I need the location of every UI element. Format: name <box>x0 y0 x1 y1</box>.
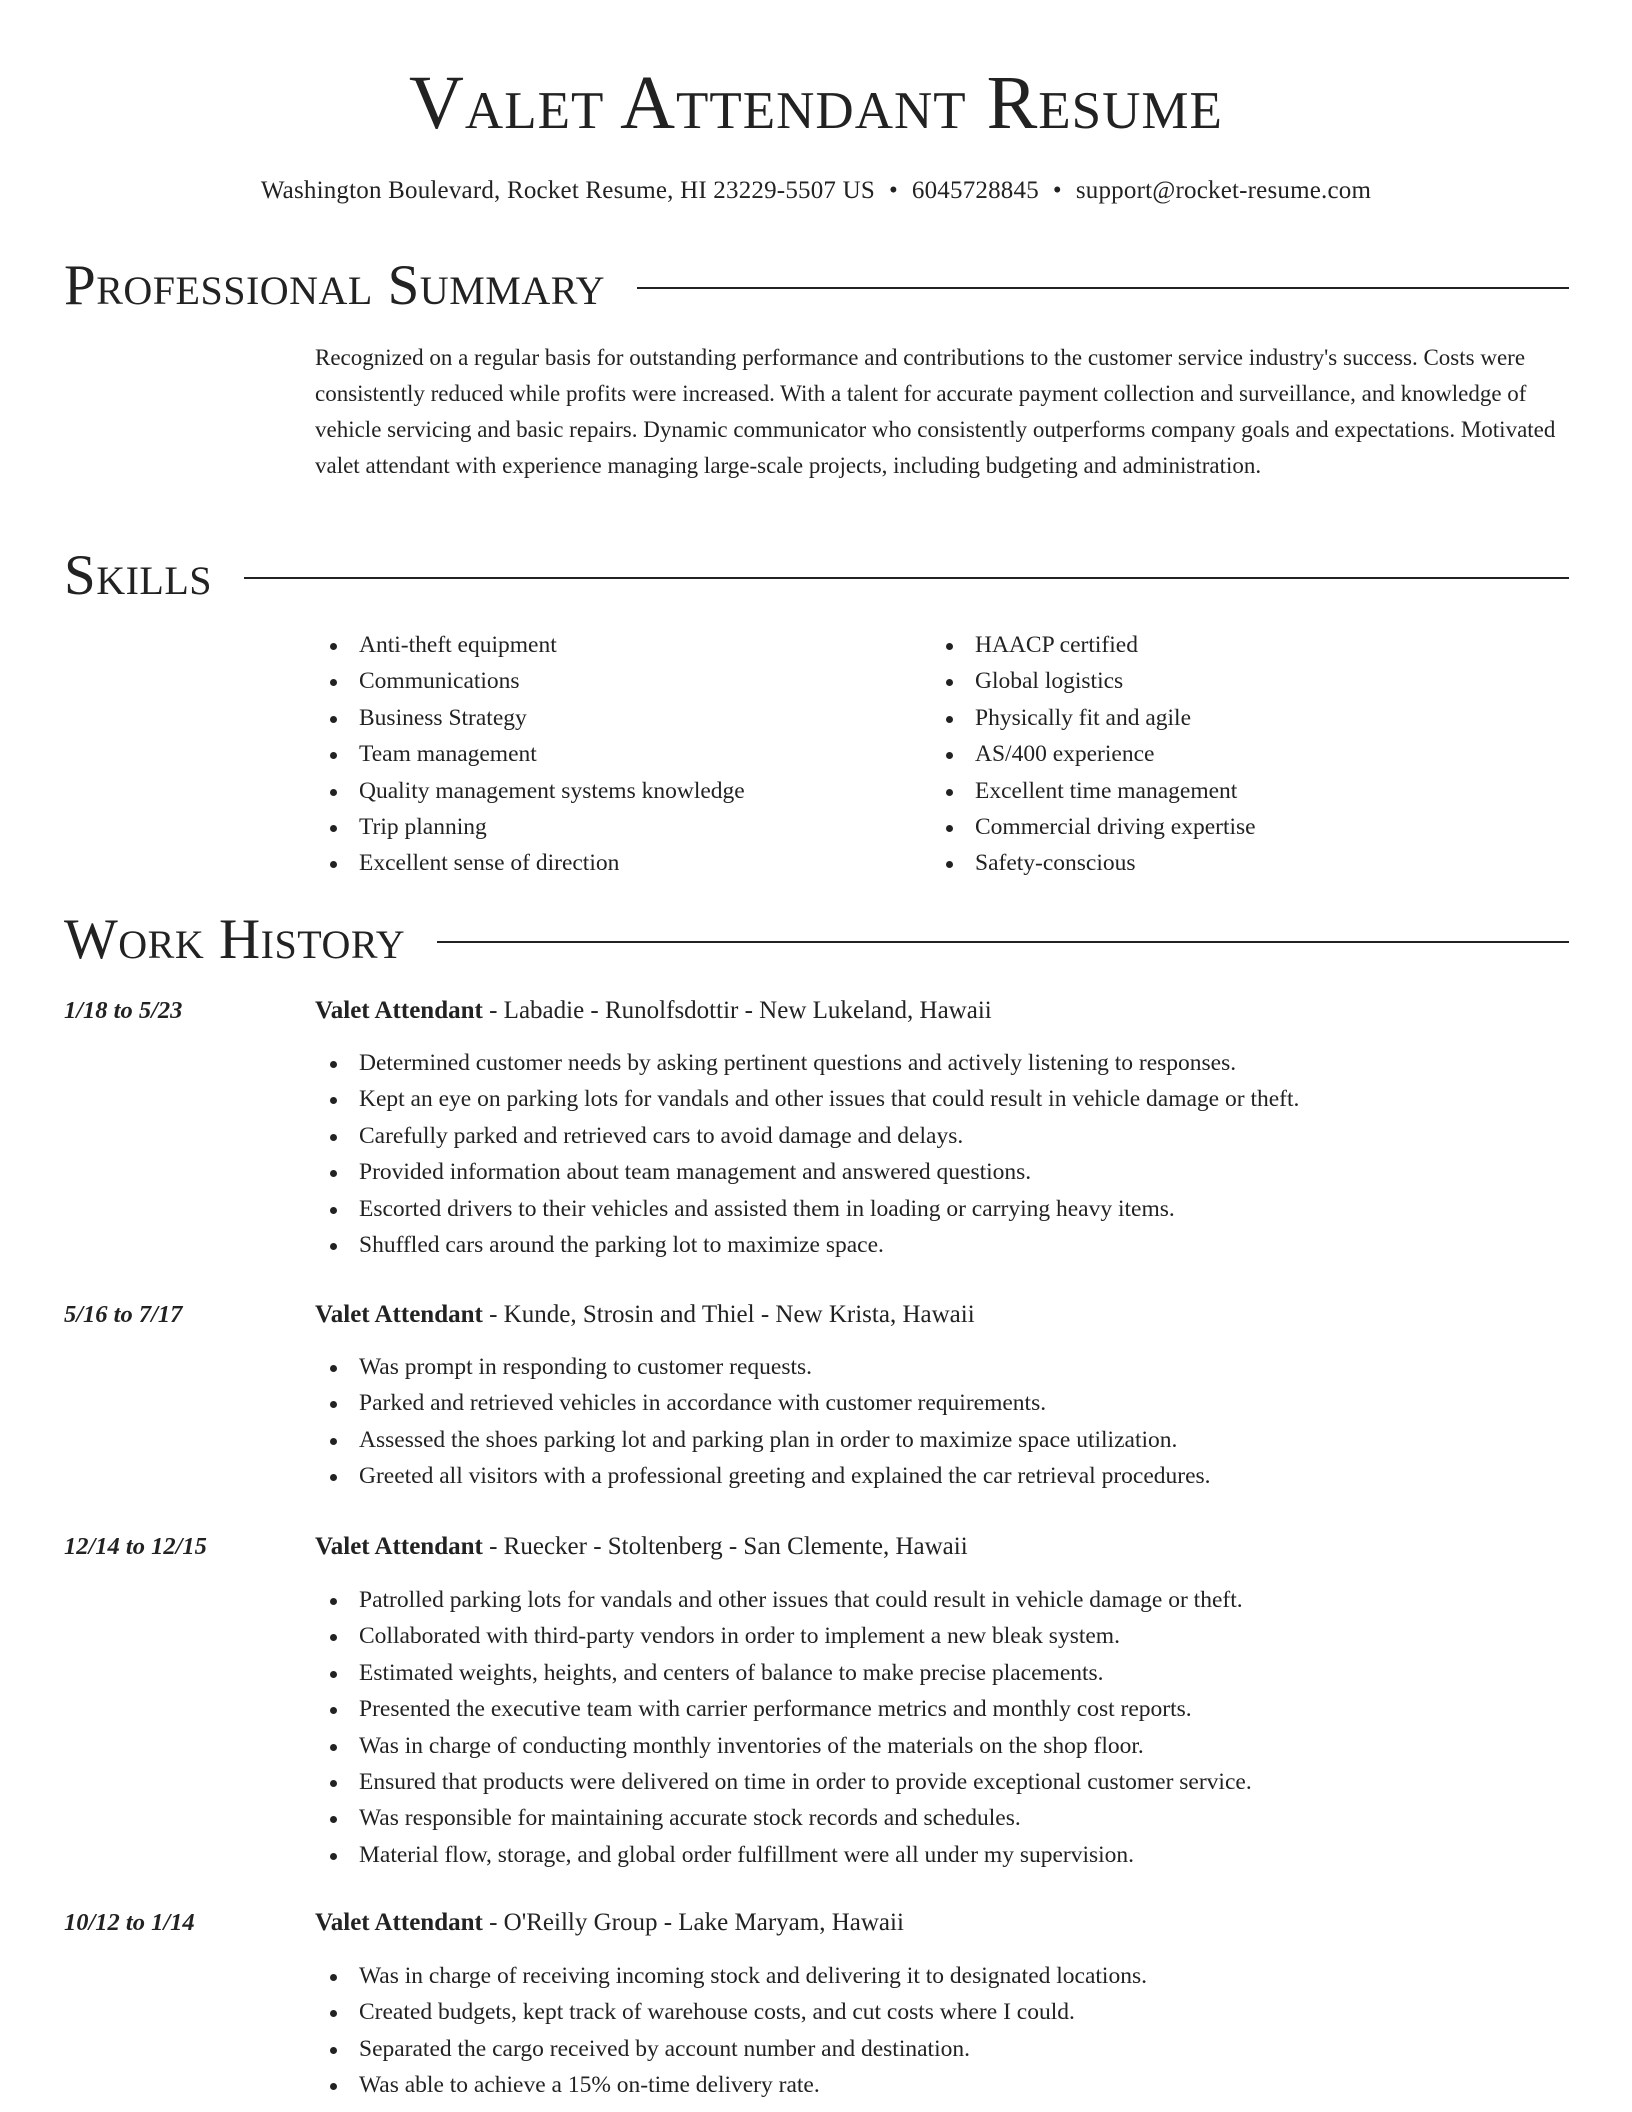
job-bullet: Provided information about team management and answered questions. <box>315 1154 1299 1190</box>
summary-heading: Professional Summary <box>64 254 606 317</box>
job-bullet: Greeted all visitors with a professional greeting and explained the car retrieval procedures. <box>315 1458 1211 1494</box>
skill-item: Quality management systems knowledge <box>315 773 745 809</box>
job-bullets <box>315 1349 1211 1495</box>
work-section-header <box>64 907 1569 973</box>
job-bullets <box>315 1582 1252 1873</box>
job-bullet: Ensured that products were delivered on time in order to provide exceptional customer service. <box>315 1764 1252 1800</box>
job-details: - Kunde, Strosin and Thiel - New Krista, Hawaii <box>482 1301 975 1328</box>
skill-item: Team management <box>315 736 745 772</box>
section-divider <box>244 577 1569 579</box>
job-details: - O'Reilly Group - Lake Maryam, Hawaii <box>482 1909 904 1936</box>
job-details: - Labadie - Runolfsdottir - New Lukeland, Hawaii <box>482 997 992 1024</box>
job-bullet: Estimated weights, heights, and centers of balance to make precise placements. <box>315 1655 1252 1691</box>
job-bullet: Assessed the shoes parking lot and parking plan in order to maximize space utilization. <box>315 1422 1211 1458</box>
resume-title: Valet Attendant Resume <box>409 61 1223 145</box>
contact-separator: • <box>1052 177 1062 204</box>
job-heading <box>315 1298 975 1332</box>
summary-section-header <box>64 253 1569 319</box>
job-bullet: Was in charge of receiving incoming stock and delivering it to designated locations. <box>315 1958 1147 1994</box>
job-dates: 12/14 to 12/15 <box>64 1533 207 1560</box>
job-dates: 1/18 to 5/23 <box>64 997 183 1024</box>
job-bullet: Escorted drivers to their vehicles and assisted them in loading or carrying heavy items. <box>315 1191 1299 1227</box>
job-bullet: Was able to achieve a 15% on-time delivery rate. <box>315 2067 1147 2103</box>
skill-item: Communications <box>315 663 745 699</box>
skills-list-right <box>931 627 1256 882</box>
skill-item: Global logistics <box>931 663 1256 699</box>
contact-email: support@rocket-resume.com <box>1075 177 1372 204</box>
job-bullet: Created budgets, kept track of warehouse costs, and cut costs where I could. <box>315 1994 1147 2030</box>
skill-item: Commercial driving expertise <box>931 809 1256 845</box>
contact-phone: 6045728845 <box>911 177 1039 204</box>
job-bullet: Collaborated with third-party vendors in order to implement a new bleak system. <box>315 1618 1252 1654</box>
skill-item: Safety-conscious <box>931 845 1256 881</box>
contact-line <box>0 174 1632 208</box>
job-bullet: Parked and retrieved vehicles in accordance with customer requirements. <box>315 1385 1211 1421</box>
skills-list-left <box>315 627 745 882</box>
skill-item: Trip planning <box>315 809 745 845</box>
job-bullet: Was responsible for maintaining accurate stock records and schedules. <box>315 1800 1252 1836</box>
skills-heading: Skills <box>64 544 213 607</box>
skill-item: Excellent time management <box>931 773 1256 809</box>
job-heading <box>315 1906 904 1940</box>
job-bullet: Was prompt in responding to customer requests. <box>315 1349 1211 1385</box>
section-divider <box>437 941 1569 943</box>
job-bullet: Presented the executive team with carrier performance metrics and monthly cost reports. <box>315 1691 1252 1727</box>
job-bullet: Material flow, storage, and global order fulfillment were all under my supervision. <box>315 1837 1252 1873</box>
job-heading <box>315 994 992 1028</box>
section-divider <box>637 287 1569 289</box>
job-bullet: Was in charge of conducting monthly inventories of the materials on the shop floor. <box>315 1728 1252 1764</box>
summary-text: Recognized on a regular basis for outstanding performance and contributions to the customer service industry's success. Costs were consistently reduced while profits were increased. With a talent for accurate payment collection and surveillance, and knowledge of vehicle servicing and basic repairs. Dynamic communicator who consistently outperforms company goals and expectations. Motivated valet attendant with experience managing large-scale projects, including budgeting and administration. <box>315 345 1556 478</box>
job-dates: 5/16 to 7/17 <box>64 1301 183 1328</box>
job-bullet: Carefully parked and retrieved cars to avoid damage and delays. <box>315 1118 1299 1154</box>
job-bullet: Kept an eye on parking lots for vandals and other issues that could result in vehicle damage or theft. <box>315 1081 1299 1117</box>
skill-item: HAACP certified <box>931 627 1256 663</box>
skill-item: Excellent sense of direction <box>315 845 745 881</box>
skill-item: Physically fit and agile <box>931 700 1256 736</box>
skill-item: Business Strategy <box>315 700 745 736</box>
job-title: Valet Attendant <box>315 997 483 1024</box>
contact-separator: • <box>888 177 898 204</box>
job-bullets <box>315 1958 1147 2104</box>
job-bullet: Shuffled cars around the parking lot to maximize space. <box>315 1227 1299 1263</box>
skills-section-header <box>64 543 1569 609</box>
job-details: - Ruecker - Stoltenberg - San Clemente, Hawaii <box>482 1533 968 1560</box>
job-bullet: Separated the cargo received by account number and destination. <box>315 2031 1147 2067</box>
job-bullet: Determined customer needs by asking pertinent questions and actively listening to responses. <box>315 1045 1299 1081</box>
job-title: Valet Attendant <box>315 1301 483 1328</box>
job-title: Valet Attendant <box>315 1533 483 1560</box>
job-bullets <box>315 1045 1299 1263</box>
work-heading: Work History <box>64 908 406 971</box>
contact-address: Washington Boulevard, Rocket Resume, HI 23229-5507 US <box>260 177 875 204</box>
job-heading <box>315 1530 968 1564</box>
job-title: Valet Attendant <box>315 1909 483 1936</box>
skill-item: AS/400 experience <box>931 736 1256 772</box>
job-bullet: Patrolled parking lots for vandals and other issues that could result in vehicle damage or theft. <box>315 1582 1252 1618</box>
job-dates: 10/12 to 1/14 <box>64 1909 195 1936</box>
skill-item: Anti-theft equipment <box>315 627 745 663</box>
